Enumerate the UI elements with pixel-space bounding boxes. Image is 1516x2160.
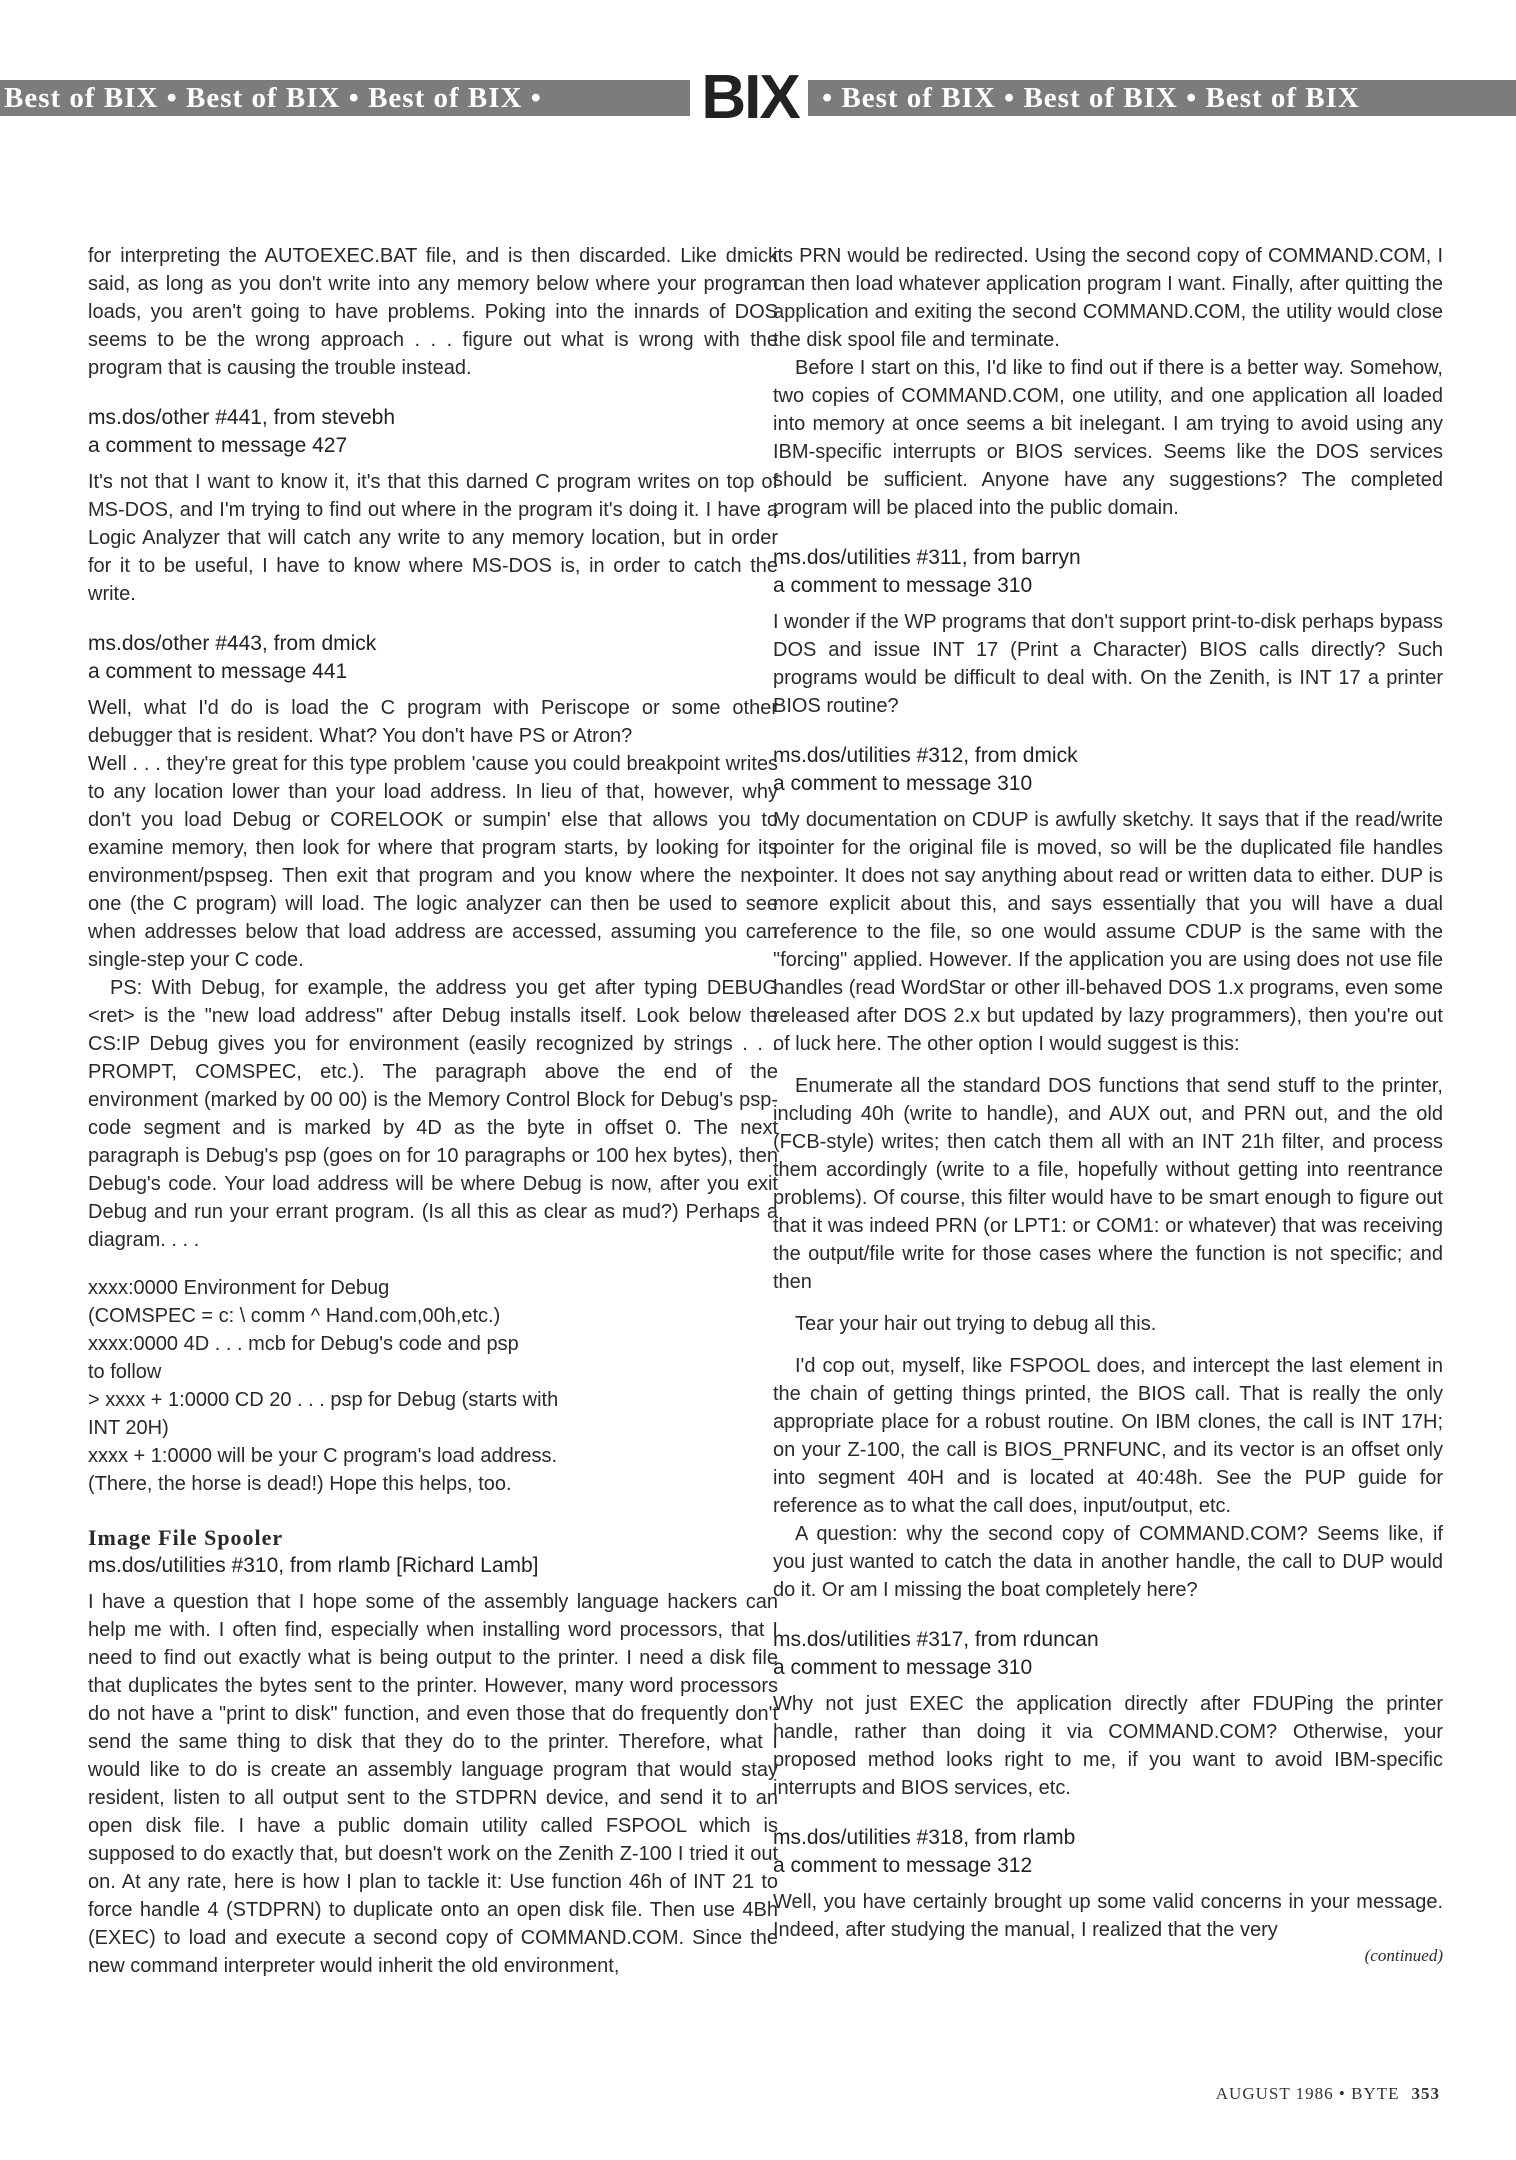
banner-right-text: • Best of BIX • Best of BIX • Best of BIX [808,80,1516,116]
paragraph: A question: why the second copy of COMMAND.COM? Seems like, if you just wanted to catch the data in another handle, the call to DUP would do it. Or am I missing the boat completely here? [773,1523,1443,1601]
message-source: ms.dos/utilities #318, from rlamb [773,1826,1076,1849]
paragraph: Well . . . they're great for this type problem 'cause you could breakpoint writes to any location lower than your load address. In lieu of that, however, why don't you load Debug or CORELOOK or sumpin' else that allows you to examine memory, then look for where that program starts, by looking for its environment/pspseg. Then exit that program and you know where the next one (the C program) will load. The logic analyzer can then be used to see when addresses below that load address are accessed, assuming you can single-step your C code. [88,753,778,971]
banner-left-text: Best of BIX • Best of BIX • Best of BIX • [0,80,690,116]
diagram-line: (COMSPEC = c: \ comm ^ Hand.com,00h,etc.) [88,1305,501,1327]
paragraph: It's not that I want to know it, it's that this darned C program writes on top of MS-DOS, and I'm trying to find out where in the program it's doing it. I have a Logic Analyzer that will catch any write to any memory location, but in order for it to be useful, I have to know where MS-DOS is, in order to catch the write. [88,471,778,605]
message-source: ms.dos/utilities #311, from barryn [773,546,1081,569]
issue-line: AUGUST 1986 • BYTE [1215,2084,1400,2103]
diagram-line: xxxx:0000 4D . . . mcb for Debug's code and psp [88,1333,519,1355]
bix-logo: BIX [701,63,799,132]
paragraph: its PRN would be redirected. Using the second copy of COMMAND.COM, I can then load whatever application program I want. Finally, after quitting the application and exiting the second COMMAND.COM, the utility would close the disk spool file and terminate. [773,245,1443,351]
message-header [773,742,1443,798]
paragraph: I'd cop out, myself, like FSPOOL does, and intercept the last element in the chain of getting things printed, the BIOS call. That is really the only appropriate place for a robust routine. On IBM clones, the call is INT 17H; on your Z-100, the call is BIOS_PRNFUNC, and its vector is an offset only into segment 40H and is located at 40:48h. See the PUP guide for reference as to what the call does, input/output, etc. [773,1355,1443,1517]
paragraph: for interpreting the AUTOEXEC.BAT file, and is then discarded. Like dmick said, as long as you don't write into any memory below where your program loads, you aren't going to have problems. Poking into the innards of DOS seems to be the wrong approach . . . figure out what is wrong with the program that is causing the trouble instead. [88,245,778,379]
message-header [773,1626,1443,1682]
message-header [88,630,778,686]
continued-note: (continued) [1364,1946,1443,1965]
message-source: ms.dos/utilities #317, from rduncan [773,1628,1099,1651]
message-source: ms.dos/utilities #310, from rlamb [Richard Lamb] [88,1554,539,1577]
paragraph: Why not just EXEC the application directly after FDUPing the printer handle, rather than doing it via COMMAND.COM? Otherwise, your proposed method looks right to me, if you want to avoid IBM-specific interrupts and BIOS services, etc. [773,1693,1443,1799]
paragraph: Well, what I'd do is load the C program with Periscope or some other debugger that is resident. What? You don't have PS or Atron? [88,697,778,747]
memory-diagram [88,1274,778,1498]
message-reply-to: a comment to message 312 [773,1854,1033,1877]
message-reply-to: a comment to message 310 [773,574,1033,597]
message-header [88,404,778,460]
right-column [773,242,1443,1968]
left-column [88,242,778,1980]
paragraph: I have a question that I hope some of the assembly language hackers can help me with. I often find, especially when installing word processors, that I need to find out exactly what is being output to the printer. I need a disk file that duplicates the bytes sent to the printer. However, many word processors do not have a "print to disk" function, and even those that do frequently don't send the same thing to disk that they do to the printer. Therefore, what I would like to do is create an assembly language program that would stay resident, listen to all output sent to the STDPRN device, and send it to an open disk file. I have a public domain utility called FSPOOL which is supposed to do exactly that, but doesn't work on the Zenith Z-100 I tried it out on. At any rate, here is how I plan to tackle it: Use function 46h of INT 21 to force handle 4 (STDPRN) to duplicate onto an open disk file. Then use 4Bh (EXEC) to load and execute a second copy of COMMAND.COM. Since the new command interpreter would inherit the old environment, [88,1591,778,1977]
page-number: 353 [1411,2084,1440,2103]
bix-banner [0,63,1516,132]
paragraph: Before I start on this, I'd like to find out if there is a better way. Somehow, two copies of COMMAND.COM, one utility, and one application all loaded into memory at once seems a bit inelegant. I am trying to avoid using any IBM-specific interrupts or BIOS services. Seems like the DOS services should be sufficient. Anyone have any suggestions? The completed program will be placed into the public domain. [773,357,1443,519]
diagram-line: INT 20H) [88,1417,169,1439]
diagram-line: xxxx + 1:0000 will be your C program's load address. [88,1445,558,1467]
paragraph: PS: With Debug, for example, the address you get after typing DEBUG <ret> is the "new load address" after Debug installs itself. Look below the CS:IP Debug gives you for environment (easily recognized by strings . . . PROMPT, COMSPEC, etc.). The paragraph above the end of the environment (marked by 00 00) is the Memory Control Block for Debug's psp-code segment and is marked by 4D as the byte in offset 0. The next paragraph is Debug's psp (goes on for 10 paragraphs or 100 hex bytes), then Debug's code. Your load address will be where Debug is now, after you exit Debug and run your errant program. (Is all this as clear as mud?) Perhaps a diagram. . . . [88,977,778,1251]
message-reply-to: a comment to message 441 [88,660,348,683]
paragraph: I wonder if the WP programs that don't support print-to-disk perhaps bypass DOS and issue INT 17 (Print a Character) BIOS calls directly? Such programs would be difficult to deal with. On the Zenith, is INT 17 a printer BIOS routine? [773,611,1443,717]
message-reply-to: a comment to message 310 [773,1656,1033,1679]
diagram-line: to follow [88,1361,162,1383]
message-reply-to: a comment to message 310 [773,772,1033,795]
section-title: Image File Spooler [88,1525,284,1550]
diagram-line: > xxxx + 1:0000 CD 20 . . . psp for Debug (starts with [88,1389,559,1411]
message-source: ms.dos/other #441, from stevebh [88,406,395,429]
paragraph: Tear your hair out trying to debug all this. [795,1313,1157,1335]
page-footer [1216,2084,1440,2104]
message-source: ms.dos/utilities #312, from dmick [773,744,1078,767]
message-source: ms.dos/other #443, from dmick [88,632,377,655]
message-header [773,544,1443,600]
diagram-line: xxxx:0000 Environment for Debug [88,1277,390,1299]
message-header [773,1824,1443,1880]
diagram-line: (There, the horse is dead!) Hope this helps, too. [88,1473,512,1495]
message-reply-to: a comment to message 427 [88,434,348,457]
paragraph: My documentation on CDUP is awfully sketchy. It says that if the read/write pointer for the original file is moved, so will be the duplicated file handles pointer. It does not say anything about read or written data to either. DUP is more explicit about this, and says essentially that you will have a dual reference to the file, so one would assume CDUP is the same with the "forcing" applied. However. If the application you are using does not use file handles (read WordStar or other ill-behaved DOS 1.x programs, even some released after DOS 2.x but updated by lazy programmers), then you're out of luck here. The other option I would suggest is this: [773,809,1443,1055]
paragraph: Well, you have certainly brought up some valid concerns in your message. Indeed, after studying the manual, I realized that the very [773,1891,1443,1941]
paragraph: Enumerate all the standard DOS functions that send stuff to the printer, including 40h (write to handle), and AUX out, and PRN out, and the old (FCB-style) writes; then catch them all with an INT 21h filter, and process them accordingly (write to a file, hopefully without getting into reentrance problems). Of course, this filter would have to be smart enough to figure out that it was indeed PRN (or LPT1: or COM1: or whatever) that was receiving the output/file write for those cases where the function is not specific; and then [773,1075,1443,1293]
